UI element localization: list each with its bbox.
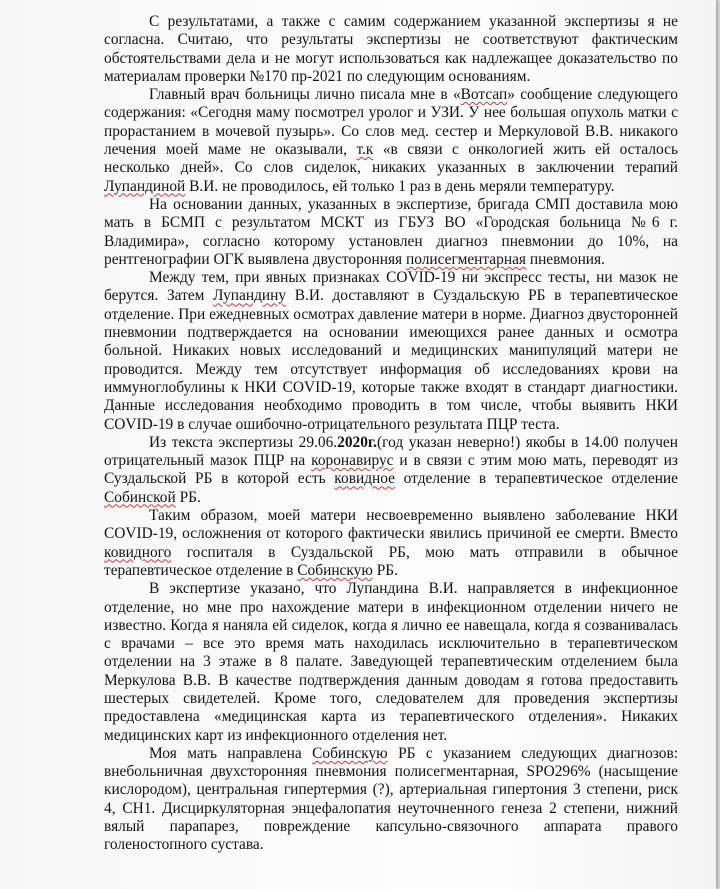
text-run: С результатами, а также с самим содержанием указанной экспертизы я не согласна. Считаю, что результаты экспертизы не соответствуют фактическим обстоятельствами дела и не могут использоваться как надлежащее доказательство по материалам проверки №170 пр-2021 по следующим основаниям.: [104, 13, 678, 85]
paragraph: [104, 434, 678, 507]
bold-text: 2020г.: [337, 433, 378, 451]
paragraph: [104, 86, 678, 196]
spellcheck-flagged-word: т.к: [356, 141, 374, 159]
text-run: Таким образом, моей матери несвоевременно выявлено заболевание НКИ COVID-19, осложнения от которого фактически явились причиной ее смерти. Вместо: [104, 507, 678, 543]
spellcheck-flagged-word: Собинской: [104, 488, 176, 506]
paragraph: [104, 269, 678, 434]
spellcheck-flagged-word: коронавирус: [311, 452, 394, 470]
paragraph: [104, 507, 678, 580]
paragraph: [104, 196, 678, 269]
text-run: В.И. доставляют в Суздальскую РБ в терапевтическое отделение. При ежедневных осмотрах давление матери в норме. Диагноз двусторонней пневмонии подтверждается на основании имеющихся ранее данных и осмотра больной. Никаких новых исследований и медицинских манипуляций матери не проводится. Между тем отсутствует информация об исследованиях крови на иммуноглобулины к НКИ COVID-19, которые также входят в стандарт диагностики. Данные исследования необходимо проводить в том числе, чтобы выявить НКИ COVID-19 в случае ошибочно-отрицательного результата ПЦР теста.: [104, 287, 679, 433]
text-run: Главный врач больницы лично писала мне в «: [149, 86, 461, 104]
text-run: Между тем, при явных признаках COVID-19 ни экспресс тесты, ни мазок не берутся. Затем: [104, 269, 678, 305]
text-run: и в связи с этим мою мать, переводят из Суздальской РБ в которой есть: [104, 452, 678, 488]
spellcheck-flagged-word: Вотсап: [460, 86, 508, 104]
paragraph: [104, 745, 678, 855]
text-run: На основании данных, указанных в экспертизе, бригада СМП доставила мою мать в БСМП с результатом МСКТ из ГБУЗ ВО «Городская больница №6 г. Владимира», согласно которому установлен диагноз пневмонии до 10%, на рентгенографии ОГК выявлена двусторонняя: [104, 195, 678, 268]
spellcheck-flagged-word: Собинскую: [312, 744, 388, 762]
text-run: пневмония.: [525, 250, 605, 268]
spellcheck-flagged-word: ковидного: [104, 543, 172, 561]
text-run: » сообщение следующего содержания: «Сегодня маму посмотрел уролог и УЗИ. У нее большая опухоль матки с прорастанием в мочевой пузырь». Со слов мед. сестер и Меркуловой В.В. никакого лечения моей маме не оказывали,: [104, 86, 678, 159]
text-run: РБ.: [175, 488, 201, 506]
text-run: Из текста экспертизы 29.06.: [149, 433, 338, 451]
text-run: В экспертизе указано, что Лупандина В.И. направляется в инфекционное отделение, но мне про нахождение матери в инфекционном отделении ничего не известно. Когда я наняла ей сиделок, когда я лично ее навещала, когда я созванивалась с врачами – все это время мать находилась исключительно в терапевтическом отделении на 3 этаже в 8 палате. Заведующей терапевтическим отделением была Меркулова В.В. В качестве подтверждения данным доводам я готова предоставить шестерых свидетелей. Кроме того, следователем для проведения экспертизы предоставлена «медицинская карта из терапевтического отделения». Никаких медицинских карт из инфекционного отделения нет.: [104, 580, 678, 744]
paragraph: [104, 580, 678, 745]
text-run: госпиталя в Суздальской РБ, мою мать отправили в обычное терапевтическое отделение в: [104, 543, 678, 579]
text-run: РБ.: [372, 561, 398, 579]
text-run: (год указан неверно!) якобы в 14.00 получен отрицательный мазок ПЦР на: [104, 433, 679, 470]
text-run: Моя мать направлена: [149, 744, 313, 762]
spellcheck-flagged-word: Лупандиной: [104, 177, 186, 195]
spellcheck-flagged-word: полисегментарная: [405, 250, 526, 268]
text-run: отделение в терапевтическое отделение: [394, 470, 678, 488]
text-run: «в связи с онкологией жить ей осталось несколько дней». Со слов сиделок, никаких указанных в заключении терапий: [104, 141, 678, 177]
spellcheck-flagged-word: Собинскую: [297, 561, 373, 579]
document-body: [104, 13, 678, 855]
paragraph: [104, 13, 678, 86]
spellcheck-flagged-word: ковидное: [334, 470, 395, 488]
text-run: В.И. не проводилось, ей только 1 раз в день меряли температуру.: [185, 177, 615, 195]
text-run: РБ с указанием следующих диагнозов: внебольничная двухсторонняя пневмония полисегментарная, SPO296% (насыщение кислородом), центральная гипертермия (?), артериальная гипертония 3 степени, риск 4, СН1. Дисциркуляторная энцефалопатия неуточненного генеза 2 степени, нижний вялый парапарез, повреждение капсульно-связочного аппарата правого голеностопного сустава.: [104, 744, 678, 854]
spellcheck-flagged-word: Лупандину: [213, 287, 287, 305]
